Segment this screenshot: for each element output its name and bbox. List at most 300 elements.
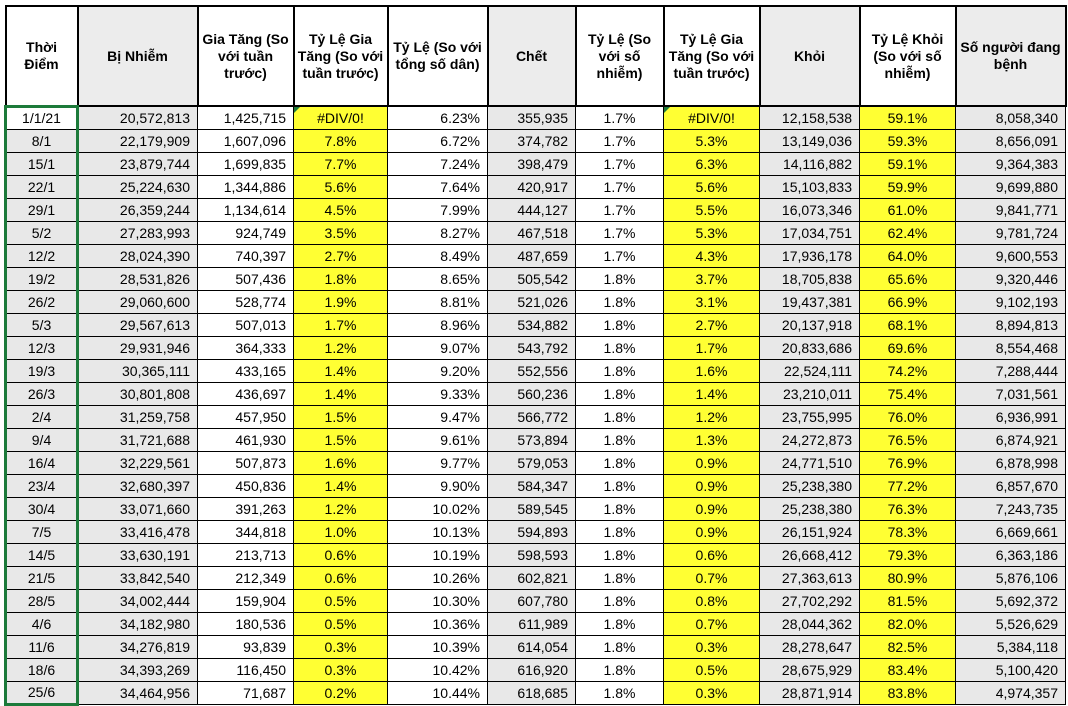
cell-pop-rate[interactable]: 10.30%: [388, 589, 488, 612]
cell-date[interactable]: 9/4: [6, 428, 78, 451]
cell-recovered[interactable]: 14,116,882: [760, 152, 860, 175]
cell-death-rate[interactable]: 1.8%: [576, 474, 664, 497]
cell-pop-rate[interactable]: 7.64%: [388, 175, 488, 198]
cell-increase[interactable]: 528,774: [198, 290, 294, 313]
cell-death-rate[interactable]: 1.8%: [576, 635, 664, 658]
cell-date[interactable]: 21/5: [6, 566, 78, 589]
cell-deaths[interactable]: 552,556: [488, 359, 576, 382]
cell-increase[interactable]: 1,699,835: [198, 152, 294, 175]
cell-death-rate[interactable]: 1.8%: [576, 267, 664, 290]
cell-increase-rate[interactable]: 1.4%: [294, 382, 388, 405]
cell-date[interactable]: 5/3: [6, 313, 78, 336]
cell-recovered-rate[interactable]: 79.3%: [860, 543, 956, 566]
cell-infected[interactable]: 33,071,660: [78, 497, 198, 520]
cell-date[interactable]: 29/1: [6, 198, 78, 221]
cell-recovered[interactable]: 23,210,011: [760, 382, 860, 405]
cell-active[interactable]: 6,857,670: [956, 474, 1066, 497]
cell-increase[interactable]: 344,818: [198, 520, 294, 543]
cell-death-rate[interactable]: 1.8%: [576, 612, 664, 635]
cell-date[interactable]: 2/4: [6, 405, 78, 428]
cell-death-rate[interactable]: 1.7%: [576, 221, 664, 244]
cell-date[interactable]: 15/1: [6, 152, 78, 175]
cell-recovered-rate[interactable]: 76.0%: [860, 405, 956, 428]
cell-deaths[interactable]: 487,659: [488, 244, 576, 267]
cell-increase-rate[interactable]: 1.0%: [294, 520, 388, 543]
cell-date[interactable]: 12/3: [6, 336, 78, 359]
cell-death-increase-rate[interactable]: 3.7%: [664, 267, 760, 290]
cell-recovered-rate[interactable]: 78.3%: [860, 520, 956, 543]
cell-infected[interactable]: 30,801,808: [78, 382, 198, 405]
cell-active[interactable]: 5,526,629: [956, 612, 1066, 635]
cell-deaths[interactable]: 607,780: [488, 589, 576, 612]
cell-death-rate[interactable]: 1.8%: [576, 543, 664, 566]
cell-increase[interactable]: 924,749: [198, 221, 294, 244]
cell-infected[interactable]: 26,359,244: [78, 198, 198, 221]
cell-increase-rate[interactable]: 5.6%: [294, 175, 388, 198]
header-cell-recovered[interactable]: Khỏi: [760, 6, 860, 106]
cell-death-increase-rate[interactable]: 4.3%: [664, 244, 760, 267]
cell-recovered[interactable]: 26,668,412: [760, 543, 860, 566]
cell-death-increase-rate[interactable]: 6.3%: [664, 152, 760, 175]
cell-deaths[interactable]: 611,989: [488, 612, 576, 635]
cell-active[interactable]: 6,669,661: [956, 520, 1066, 543]
cell-deaths[interactable]: 566,772: [488, 405, 576, 428]
cell-active[interactable]: 6,874,921: [956, 428, 1066, 451]
cell-increase-rate[interactable]: 0.6%: [294, 543, 388, 566]
cell-pop-rate[interactable]: 6.72%: [388, 129, 488, 152]
cell-recovered-rate[interactable]: 66.9%: [860, 290, 956, 313]
cell-pop-rate[interactable]: 10.44%: [388, 681, 488, 704]
cell-recovered-rate[interactable]: 75.4%: [860, 382, 956, 405]
header-cell-date[interactable]: Thời Điểm: [6, 6, 78, 106]
cell-death-rate[interactable]: 1.7%: [576, 152, 664, 175]
cell-death-rate[interactable]: 1.8%: [576, 359, 664, 382]
cell-date[interactable]: 25/6: [6, 681, 78, 704]
cell-increase-rate[interactable]: 0.2%: [294, 681, 388, 704]
cell-increase-rate[interactable]: 0.3%: [294, 635, 388, 658]
cell-increase-rate[interactable]: 2.7%: [294, 244, 388, 267]
table-row: [6, 175, 1066, 198]
cell-increase[interactable]: 180,536: [198, 612, 294, 635]
cell-death-rate[interactable]: 1.7%: [576, 175, 664, 198]
cell-death-increase-rate[interactable]: 2.7%: [664, 313, 760, 336]
header-cell-increase-rate[interactable]: Tỷ Lệ Gia Tăng (So với tuần trước): [294, 6, 388, 106]
cell-pop-rate[interactable]: 10.42%: [388, 658, 488, 681]
cell-recovered[interactable]: 28,675,929: [760, 658, 860, 681]
cell-increase[interactable]: 457,950: [198, 405, 294, 428]
cell-increase[interactable]: 71,687: [198, 681, 294, 704]
cell-infected[interactable]: 34,393,269: [78, 658, 198, 681]
cell-active[interactable]: 5,384,118: [956, 635, 1066, 658]
cell-increase[interactable]: 212,349: [198, 566, 294, 589]
cell-active[interactable]: 5,692,372: [956, 589, 1066, 612]
cell-death-increase-rate[interactable]: 5.3%: [664, 129, 760, 152]
cell-increase[interactable]: 1,344,886: [198, 175, 294, 198]
cell-deaths[interactable]: 505,542: [488, 267, 576, 290]
cell-increase-rate[interactable]: 7.8%: [294, 129, 388, 152]
cell-date[interactable]: 11/6: [6, 635, 78, 658]
cell-increase[interactable]: 116,450: [198, 658, 294, 681]
cell-deaths[interactable]: 398,479: [488, 152, 576, 175]
cell-death-increase-rate[interactable]: 0.9%: [664, 451, 760, 474]
cell-death-increase-rate[interactable]: 0.8%: [664, 589, 760, 612]
header-cell-death-increase-rate[interactable]: Tỷ Lệ Gia Tăng (So với tuần trước): [664, 6, 760, 106]
header-cell-pop-rate[interactable]: Tỷ Lệ (So với tổng số dân): [388, 6, 488, 106]
cell-death-rate[interactable]: 1.8%: [576, 658, 664, 681]
cell-pop-rate[interactable]: 9.61%: [388, 428, 488, 451]
cell-deaths[interactable]: 584,347: [488, 474, 576, 497]
cell-death-increase-rate[interactable]: 1.3%: [664, 428, 760, 451]
cell-active[interactable]: 9,320,446: [956, 267, 1066, 290]
cell-date[interactable]: 30/4: [6, 497, 78, 520]
cell-increase-rate[interactable]: 1.2%: [294, 497, 388, 520]
cell-recovered[interactable]: 25,238,380: [760, 474, 860, 497]
cell-recovered-rate[interactable]: 61.0%: [860, 198, 956, 221]
cell-infected[interactable]: 29,060,600: [78, 290, 198, 313]
cell-recovered[interactable]: 26,151,924: [760, 520, 860, 543]
cell-increase[interactable]: 213,713: [198, 543, 294, 566]
cell-death-increase-rate[interactable]: 5.3%: [664, 221, 760, 244]
cell-increase-rate[interactable]: 1.9%: [294, 290, 388, 313]
cell-pop-rate[interactable]: 10.36%: [388, 612, 488, 635]
cell-deaths[interactable]: 374,782: [488, 129, 576, 152]
cell-pop-rate[interactable]: 10.39%: [388, 635, 488, 658]
cell-date[interactable]: 5/2: [6, 221, 78, 244]
cell-deaths[interactable]: 420,917: [488, 175, 576, 198]
cell-recovered[interactable]: 19,437,381: [760, 290, 860, 313]
cell-recovered-rate[interactable]: 77.2%: [860, 474, 956, 497]
cell-recovered[interactable]: 22,524,111: [760, 359, 860, 382]
cell-recovered[interactable]: 18,705,838: [760, 267, 860, 290]
cell-death-increase-rate[interactable]: 1.7%: [664, 336, 760, 359]
cell-active[interactable]: 6,936,991: [956, 405, 1066, 428]
cell-infected[interactable]: 29,931,946: [78, 336, 198, 359]
cell-pop-rate[interactable]: 9.20%: [388, 359, 488, 382]
cell-pop-rate[interactable]: 8.96%: [388, 313, 488, 336]
cell-increase-rate[interactable]: 1.4%: [294, 474, 388, 497]
cell-active[interactable]: 8,894,813: [956, 313, 1066, 336]
cell-infected[interactable]: 29,567,613: [78, 313, 198, 336]
cell-pop-rate[interactable]: 8.27%: [388, 221, 488, 244]
cell-increase[interactable]: 1,134,614: [198, 198, 294, 221]
cell-death-increase-rate[interactable]: 0.3%: [664, 681, 760, 704]
cell-active[interactable]: 5,876,106: [956, 566, 1066, 589]
cell-infected[interactable]: 28,531,826: [78, 267, 198, 290]
cell-increase-rate[interactable]: 0.5%: [294, 589, 388, 612]
cell-active[interactable]: 8,656,091: [956, 129, 1066, 152]
cell-increase-rate[interactable]: 0.6%: [294, 566, 388, 589]
cell-pop-rate[interactable]: 10.13%: [388, 520, 488, 543]
cell-infected[interactable]: 34,276,819: [78, 635, 198, 658]
cell-pop-rate[interactable]: 9.47%: [388, 405, 488, 428]
cell-date[interactable]: 12/2: [6, 244, 78, 267]
cell-increase[interactable]: 450,836: [198, 474, 294, 497]
cell-death-increase-rate[interactable]: 0.5%: [664, 658, 760, 681]
cell-recovered[interactable]: 20,833,686: [760, 336, 860, 359]
cell-increase[interactable]: 93,839: [198, 635, 294, 658]
cell-death-rate[interactable]: 1.8%: [576, 313, 664, 336]
cell-increase[interactable]: 436,697: [198, 382, 294, 405]
cell-death-rate[interactable]: 1.8%: [576, 589, 664, 612]
cell-recovered-rate[interactable]: 82.5%: [860, 635, 956, 658]
cell-active[interactable]: 6,363,186: [956, 543, 1066, 566]
cell-pop-rate[interactable]: 9.77%: [388, 451, 488, 474]
cell-recovered[interactable]: 28,278,647: [760, 635, 860, 658]
cell-recovered-rate[interactable]: 59.3%: [860, 129, 956, 152]
cell-death-rate[interactable]: 1.7%: [576, 106, 664, 129]
cell-death-rate[interactable]: 1.8%: [576, 336, 664, 359]
cell-recovered-rate[interactable]: 59.1%: [860, 106, 956, 129]
cell-pop-rate[interactable]: 8.81%: [388, 290, 488, 313]
cell-pop-rate[interactable]: 9.90%: [388, 474, 488, 497]
cell-recovered[interactable]: 28,044,362: [760, 612, 860, 635]
cell-death-increase-rate[interactable]: 5.5%: [664, 198, 760, 221]
cell-pop-rate[interactable]: 7.99%: [388, 198, 488, 221]
cell-recovered-rate[interactable]: 76.3%: [860, 497, 956, 520]
cell-active[interactable]: 9,781,724: [956, 221, 1066, 244]
cell-deaths[interactable]: 521,026: [488, 290, 576, 313]
cell-active[interactable]: 7,243,735: [956, 497, 1066, 520]
cell-active[interactable]: 5,100,420: [956, 658, 1066, 681]
cell-active[interactable]: 7,031,561: [956, 382, 1066, 405]
cell-infected[interactable]: 30,365,111: [78, 359, 198, 382]
cell-recovered-rate[interactable]: 59.1%: [860, 152, 956, 175]
cell-death-rate[interactable]: 1.8%: [576, 497, 664, 520]
cell-increase-rate[interactable]: 4.5%: [294, 198, 388, 221]
cell-recovered-rate[interactable]: 64.0%: [860, 244, 956, 267]
cell-recovered-rate[interactable]: 76.9%: [860, 451, 956, 474]
cell-death-increase-rate[interactable]: 0.7%: [664, 566, 760, 589]
cell-death-rate[interactable]: 1.7%: [576, 129, 664, 152]
cell-infected[interactable]: 27,283,993: [78, 221, 198, 244]
cell-infected[interactable]: 33,630,191: [78, 543, 198, 566]
cell-deaths[interactable]: 602,821: [488, 566, 576, 589]
cell-recovered-rate[interactable]: 80.9%: [860, 566, 956, 589]
cell-infected[interactable]: 33,416,478: [78, 520, 198, 543]
cell-increase-rate[interactable]: 1.4%: [294, 359, 388, 382]
cell-death-increase-rate[interactable]: 0.9%: [664, 474, 760, 497]
cell-pop-rate[interactable]: 8.49%: [388, 244, 488, 267]
cell-recovered-rate[interactable]: 69.6%: [860, 336, 956, 359]
cell-deaths[interactable]: 534,882: [488, 313, 576, 336]
cell-active[interactable]: 9,841,771: [956, 198, 1066, 221]
cell-increase[interactable]: 507,873: [198, 451, 294, 474]
cell-recovered-rate[interactable]: 59.9%: [860, 175, 956, 198]
cell-death-increase-rate[interactable]: 1.4%: [664, 382, 760, 405]
header-cell-deaths[interactable]: Chết: [488, 6, 576, 106]
cell-date[interactable]: 26/2: [6, 290, 78, 313]
cell-date[interactable]: 18/6: [6, 658, 78, 681]
cell-recovered[interactable]: 17,936,178: [760, 244, 860, 267]
table-row: [6, 336, 1066, 359]
cell-infected[interactable]: 33,842,540: [78, 566, 198, 589]
cell-date[interactable]: 23/4: [6, 474, 78, 497]
cell-date[interactable]: 16/4: [6, 451, 78, 474]
cell-recovered-rate[interactable]: 76.5%: [860, 428, 956, 451]
cell-infected[interactable]: 32,680,397: [78, 474, 198, 497]
cell-pop-rate[interactable]: 10.26%: [388, 566, 488, 589]
header-cell-infected[interactable]: Bị Nhiễm: [78, 6, 198, 106]
cell-death-increase-rate[interactable]: 1.2%: [664, 405, 760, 428]
cell-death-increase-rate[interactable]: 3.1%: [664, 290, 760, 313]
header-cell-recovered-rate[interactable]: Tỷ Lệ Khỏi (So với số nhiễm): [860, 6, 956, 106]
cell-recovered[interactable]: 25,238,380: [760, 497, 860, 520]
cell-recovered[interactable]: 24,771,510: [760, 451, 860, 474]
cell-increase[interactable]: 461,930: [198, 428, 294, 451]
cell-recovered-rate[interactable]: 74.2%: [860, 359, 956, 382]
cell-active[interactable]: 9,102,193: [956, 290, 1066, 313]
cell-increase-rate[interactable]: 7.7%: [294, 152, 388, 175]
cell-recovered[interactable]: 16,073,346: [760, 198, 860, 221]
cell-pop-rate[interactable]: 10.19%: [388, 543, 488, 566]
cell-increase-rate[interactable]: 1.5%: [294, 405, 388, 428]
cell-death-increase-rate[interactable]: 0.9%: [664, 497, 760, 520]
cell-recovered[interactable]: 24,272,873: [760, 428, 860, 451]
cell-death-rate[interactable]: 1.8%: [576, 451, 664, 474]
cell-pop-rate[interactable]: 7.24%: [388, 152, 488, 175]
cell-pop-rate[interactable]: 8.65%: [388, 267, 488, 290]
cell-pop-rate[interactable]: 9.07%: [388, 336, 488, 359]
table-row: [6, 106, 1066, 129]
cell-recovered-rate[interactable]: 82.0%: [860, 612, 956, 635]
cell-increase[interactable]: 364,333: [198, 336, 294, 359]
cell-date[interactable]: 22/1: [6, 175, 78, 198]
cell-increase-rate[interactable]: 0.3%: [294, 658, 388, 681]
cell-active[interactable]: 7,288,444: [956, 359, 1066, 382]
cell-date[interactable]: 8/1: [6, 129, 78, 152]
cell-recovered[interactable]: 15,103,833: [760, 175, 860, 198]
cell-deaths[interactable]: 598,593: [488, 543, 576, 566]
cell-death-increase-rate[interactable]: 0.3%: [664, 635, 760, 658]
cell-deaths[interactable]: 618,685: [488, 681, 576, 704]
cell-increase[interactable]: 740,397: [198, 244, 294, 267]
cell-deaths[interactable]: 589,545: [488, 497, 576, 520]
cell-recovered[interactable]: 12,158,538: [760, 106, 860, 129]
cell-increase[interactable]: 507,436: [198, 267, 294, 290]
cell-infected[interactable]: 23,879,744: [78, 152, 198, 175]
cell-increase-rate[interactable]: 3.5%: [294, 221, 388, 244]
cell-pop-rate[interactable]: 9.33%: [388, 382, 488, 405]
cell-pop-rate[interactable]: 10.02%: [388, 497, 488, 520]
cell-infected[interactable]: 22,179,909: [78, 129, 198, 152]
cell-recovered[interactable]: 23,755,995: [760, 405, 860, 428]
cell-recovered-rate[interactable]: 65.6%: [860, 267, 956, 290]
cell-death-rate[interactable]: 1.8%: [576, 428, 664, 451]
cell-deaths[interactable]: 579,053: [488, 451, 576, 474]
cell-recovered-rate[interactable]: 83.8%: [860, 681, 956, 704]
cell-death-rate[interactable]: 1.8%: [576, 681, 664, 704]
cell-increase[interactable]: 1,607,096: [198, 129, 294, 152]
cell-date[interactable]: 28/5: [6, 589, 78, 612]
cell-active[interactable]: 9,600,553: [956, 244, 1066, 267]
cell-date[interactable]: 7/5: [6, 520, 78, 543]
cell-death-rate[interactable]: 1.8%: [576, 566, 664, 589]
cell-death-increase-rate[interactable]: 0.7%: [664, 612, 760, 635]
cell-infected[interactable]: 32,229,561: [78, 451, 198, 474]
cell-date[interactable]: 26/3: [6, 382, 78, 405]
cell-death-rate[interactable]: 1.8%: [576, 405, 664, 428]
cell-death-increase-rate[interactable]: 0.6%: [664, 543, 760, 566]
cell-increase-rate[interactable]: #DIV/0!: [294, 106, 388, 129]
cell-recovered[interactable]: 27,702,292: [760, 589, 860, 612]
cell-increase[interactable]: 391,263: [198, 497, 294, 520]
cell-infected[interactable]: 20,572,813: [78, 106, 198, 129]
cell-deaths[interactable]: 614,054: [488, 635, 576, 658]
cell-recovered-rate[interactable]: 83.4%: [860, 658, 956, 681]
cell-increase-rate[interactable]: 1.6%: [294, 451, 388, 474]
cell-date[interactable]: 19/2: [6, 267, 78, 290]
cell-recovered[interactable]: 17,034,751: [760, 221, 860, 244]
cell-infected[interactable]: 34,002,444: [78, 589, 198, 612]
cell-death-increase-rate[interactable]: 5.6%: [664, 175, 760, 198]
header-cell-increase[interactable]: Gia Tăng (So với tuần trước): [198, 6, 294, 106]
cell-recovered[interactable]: 13,149,036: [760, 129, 860, 152]
cell-recovered[interactable]: 20,137,918: [760, 313, 860, 336]
cell-death-increase-rate[interactable]: 1.6%: [664, 359, 760, 382]
cell-deaths[interactable]: 355,935: [488, 106, 576, 129]
cell-recovered[interactable]: 27,363,613: [760, 566, 860, 589]
cell-date[interactable]: 4/6: [6, 612, 78, 635]
cell-deaths[interactable]: 594,893: [488, 520, 576, 543]
cell-death-rate[interactable]: 1.8%: [576, 290, 664, 313]
cell-increase[interactable]: 1,425,715: [198, 106, 294, 129]
cell-infected[interactable]: 28,024,390: [78, 244, 198, 267]
cell-active[interactable]: 8,554,468: [956, 336, 1066, 359]
cell-active[interactable]: 4,974,357: [956, 681, 1066, 704]
cell-increase-rate[interactable]: 1.7%: [294, 313, 388, 336]
cell-infected[interactable]: 34,182,980: [78, 612, 198, 635]
cell-increase-rate[interactable]: 0.5%: [294, 612, 388, 635]
cell-deaths[interactable]: 573,894: [488, 428, 576, 451]
cell-date[interactable]: 19/3: [6, 359, 78, 382]
cell-active[interactable]: 9,699,880: [956, 175, 1066, 198]
cell-deaths[interactable]: 560,236: [488, 382, 576, 405]
cell-date[interactable]: 14/5: [6, 543, 78, 566]
cell-increase-rate[interactable]: 1.5%: [294, 428, 388, 451]
cell-death-rate[interactable]: 1.8%: [576, 520, 664, 543]
cell-death-rate[interactable]: 1.8%: [576, 382, 664, 405]
cell-recovered-rate[interactable]: 68.1%: [860, 313, 956, 336]
cell-death-increase-rate[interactable]: 0.9%: [664, 520, 760, 543]
cell-active[interactable]: 6,878,998: [956, 451, 1066, 474]
cell-active[interactable]: 8,058,340: [956, 106, 1066, 129]
cell-infected[interactable]: 31,721,688: [78, 428, 198, 451]
cell-recovered[interactable]: 28,871,914: [760, 681, 860, 704]
cell-death-increase-rate[interactable]: #DIV/0!: [664, 106, 760, 129]
cell-recovered-rate[interactable]: 62.4%: [860, 221, 956, 244]
cell-active[interactable]: 9,364,383: [956, 152, 1066, 175]
cell-infected[interactable]: 31,259,758: [78, 405, 198, 428]
cell-deaths[interactable]: 616,920: [488, 658, 576, 681]
cell-increase[interactable]: 159,904: [198, 589, 294, 612]
cell-increase-rate[interactable]: 1.8%: [294, 267, 388, 290]
cell-deaths[interactable]: 444,127: [488, 198, 576, 221]
cell-deaths[interactable]: 467,518: [488, 221, 576, 244]
cell-infected[interactable]: 25,224,630: [78, 175, 198, 198]
cell-recovered-rate[interactable]: 81.5%: [860, 589, 956, 612]
cell-increase-rate[interactable]: 1.2%: [294, 336, 388, 359]
cell-infected[interactable]: 34,464,956: [78, 681, 198, 704]
cell-increase[interactable]: 433,165: [198, 359, 294, 382]
cell-death-rate[interactable]: 1.7%: [576, 198, 664, 221]
cell-date[interactable]: 1/1/21: [6, 106, 78, 129]
header-cell-active[interactable]: Số người đang bệnh: [956, 6, 1066, 106]
cell-increase[interactable]: 507,013: [198, 313, 294, 336]
cell-pop-rate[interactable]: 6.23%: [388, 106, 488, 129]
cell-death-rate[interactable]: 1.7%: [576, 244, 664, 267]
cell-deaths[interactable]: 543,792: [488, 336, 576, 359]
header-cell-death-rate[interactable]: Tỷ Lệ (So với số nhiễm): [576, 6, 664, 106]
